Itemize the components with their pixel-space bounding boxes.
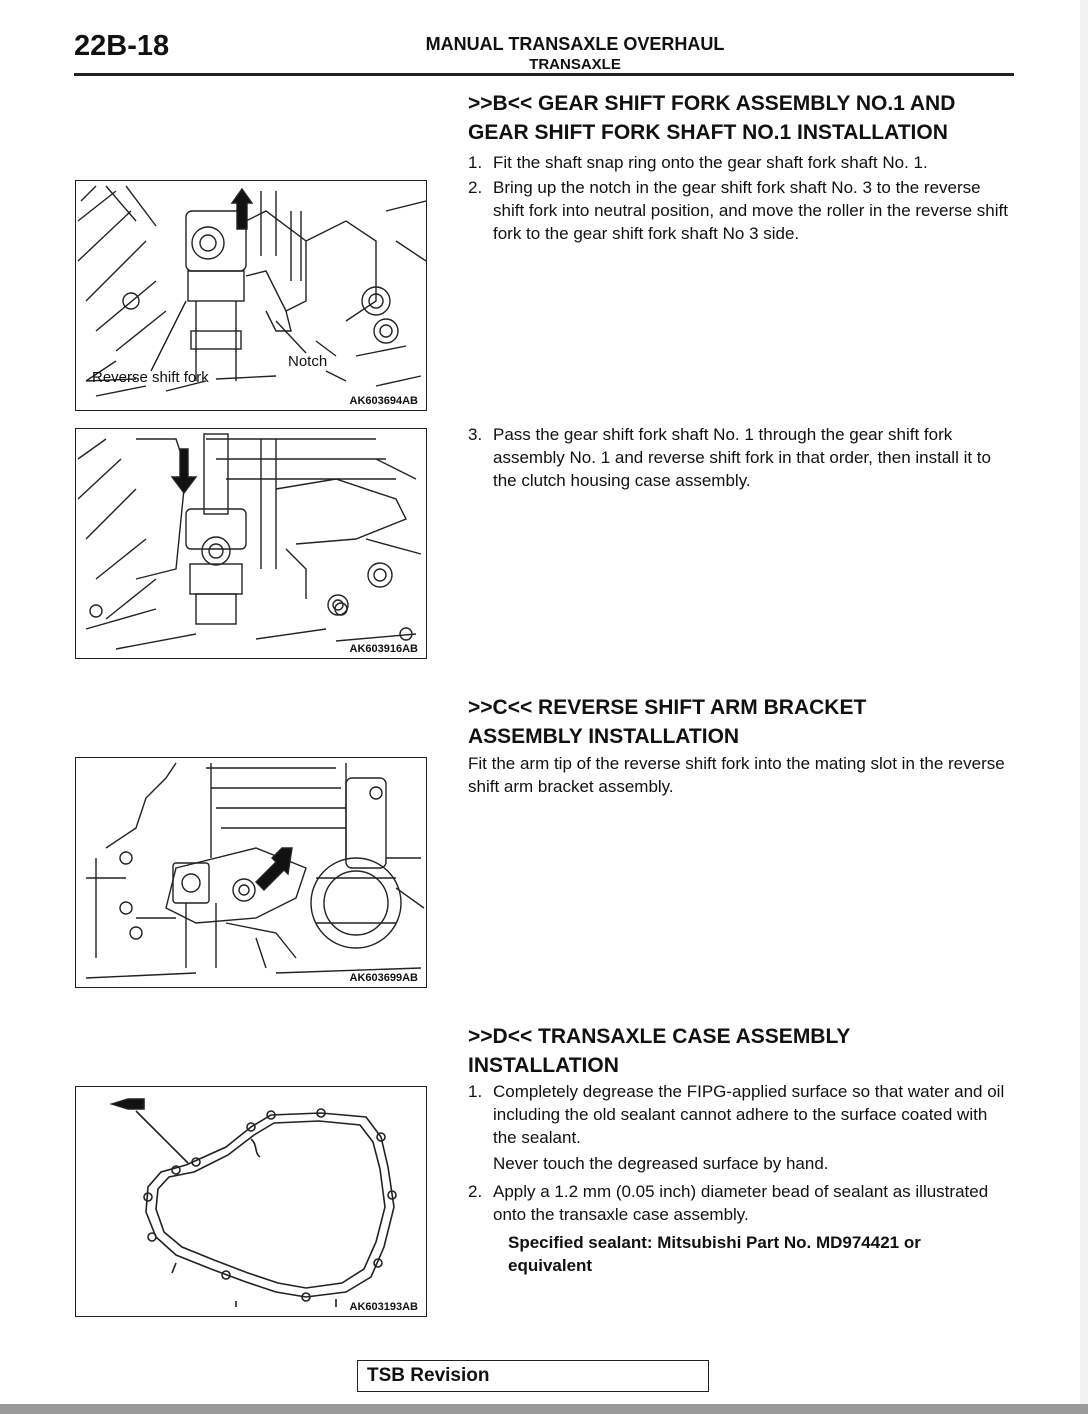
- figure-code-prefix: AK603916: [349, 643, 403, 655]
- step-text: Fit the shaft snap ring onto the gear shaft fork shaft No. 1.: [493, 153, 928, 172]
- figure-code-prefix: AK603193: [349, 1301, 403, 1313]
- step-number: 1.: [468, 1082, 483, 1101]
- step-number: 3.: [468, 425, 483, 444]
- figure-ak603694: [75, 180, 427, 411]
- page-edge: [1080, 0, 1088, 1404]
- figure-code: [350, 395, 418, 407]
- section-b-heading-line2: GEAR SHIFT FORK SHAFT NO.1 INSTALLATION: [468, 121, 948, 144]
- step-text: Never touch the degreased surface by hand.: [493, 1154, 829, 1173]
- section-b-step-2: [468, 176, 1013, 245]
- sealant-bead-illustration: [76, 1087, 427, 1317]
- section-d-heading-line2: INSTALLATION: [468, 1054, 619, 1077]
- sealant-tube-icon: [112, 1099, 144, 1109]
- step-number: 2.: [468, 1182, 483, 1201]
- reverse-shift-arm-illustration: [76, 758, 427, 988]
- section-d-note: [468, 1152, 1013, 1175]
- header-rule: [74, 73, 1014, 76]
- specified-sealant: [508, 1231, 1008, 1277]
- page-number: 22B-18: [74, 30, 170, 62]
- section-d-step-1: [468, 1080, 1013, 1149]
- notch-label: Notch: [288, 353, 328, 370]
- header-title: MANUAL TRANSAXLE OVERHAUL: [425, 34, 725, 54]
- figure-ak603193: [75, 1086, 427, 1317]
- figure-code-prefix: AK603694: [349, 395, 403, 407]
- figure-code: [350, 1301, 418, 1313]
- figure-ak603916: [75, 428, 427, 659]
- figure-code-suffix: AB: [402, 395, 418, 407]
- step-text: Bring up the notch in the gear shift fork shaft No. 3 to the reverse shift fork into neutral position, and move the roller in the reverse shift fork to the gear shift fork shaft No 3 side.: [493, 178, 1008, 243]
- section-c-text: Fit the arm tip of the reverse shift fork into the mating slot in the reverse shift arm bracket assembly.: [468, 754, 1005, 796]
- section-d-step-2: [468, 1180, 1013, 1226]
- section-b-heading-line1: >>B<< GEAR SHIFT FORK ASSEMBLY NO.1 AND: [468, 92, 956, 115]
- bottom-bar: [0, 1404, 1088, 1414]
- step-text: Apply a 1.2 mm (0.05 inch) diameter bead of sealant as illustrated onto the transaxle case assembly.: [493, 1182, 989, 1224]
- section-d-heading-line1: >>D<< TRANSAXLE CASE ASSEMBLY: [468, 1025, 851, 1048]
- shift-fork-shaft-illustration: [76, 429, 427, 659]
- section-b-step-3: [468, 423, 1013, 492]
- figure-code-suffix: AB: [402, 1301, 418, 1313]
- step-number: 1.: [468, 153, 483, 172]
- section-c-heading: [468, 693, 866, 751]
- tsb-revision-label: TSB Revision: [367, 1365, 490, 1386]
- section-d-heading: [468, 1022, 850, 1080]
- step-number: 2.: [468, 178, 483, 197]
- section-b-step-1: [468, 151, 1013, 174]
- figure-code-prefix: AK603699: [349, 972, 403, 984]
- header-subtitle: TRANSAXLE: [529, 56, 621, 73]
- figure-code: [350, 972, 418, 984]
- specified-sealant-line2: equivalent: [508, 1256, 593, 1275]
- step-text: Completely degrease the FIPG-applied surface so that water and oil including the old sealant cannot adhere to the surface coated with the sealant.: [493, 1082, 1005, 1147]
- section-b-heading: [468, 89, 955, 147]
- reverse-shift-fork-label: Reverse shift fork: [92, 369, 209, 386]
- figure-code-suffix: AB: [402, 643, 418, 655]
- figure-ak603699: [75, 757, 427, 988]
- figure-code-suffix: AB: [402, 972, 418, 984]
- specified-sealant-line1: Specified sealant: Mitsubishi Part No. MD974421 or: [508, 1233, 921, 1252]
- step-text: Pass the gear shift fork shaft No. 1 through the gear shift fork assembly No. 1 and reverse shift fork in that order, then install it to the clutch housing case assembly.: [493, 425, 991, 490]
- section-c-heading-line2: ASSEMBLY INSTALLATION: [468, 725, 740, 748]
- figure-code: [350, 643, 418, 655]
- section-c-heading-line1: >>C<< REVERSE SHIFT ARM BRACKET: [468, 696, 867, 719]
